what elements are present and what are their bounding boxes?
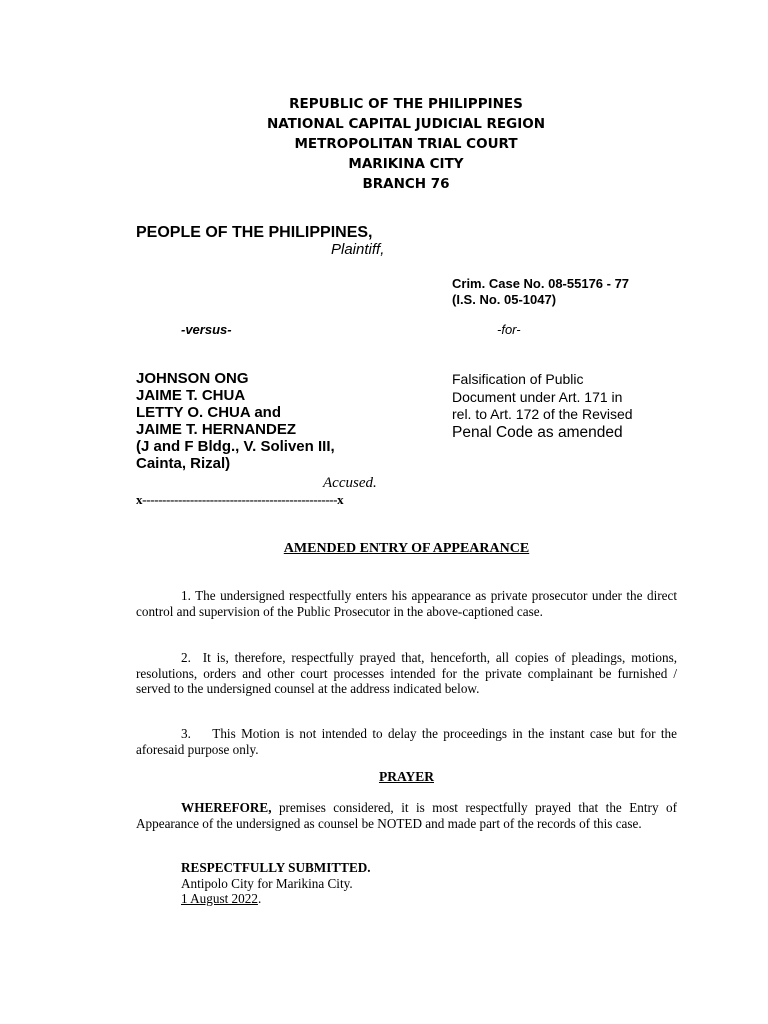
signoff-date-suffix: . [257,891,262,906]
court-header-line: MARIKINA CITY [348,156,464,172]
court-header-line: BRANCH 76 [362,176,450,192]
plaintiff-role: Plaintiff, [331,241,385,258]
accused-line: JAIME T. CHUA [136,387,246,404]
offense-description [452,371,633,441]
accused-line: JOHNSON ONG [136,370,249,387]
accused-line: JAIME T. HERNANDEZ [136,421,297,438]
signoff-place: Antipolo City for Marikina City. [181,875,353,891]
prayer-text: premises considered, it is most respectfully prayed that the Entry of Appearance of the undersigned as counsel be NOTED and made part of the records of this case. [136,800,677,831]
court-header-line: NATIONAL CAPITAL JUDICIAL REGION [266,116,546,132]
offense-line: Falsification of Public [452,371,584,387]
for-label: -for- [497,322,521,337]
is-number: (I.S. No. 05-1047) [452,292,557,307]
signoff-block [181,860,371,907]
court-header [0,94,768,194]
paragraph-2: 2. It is, therefore, respectfully prayed that, henceforth, all copies of pleadings, motions, resolutions, orders and other court processes intended for the private complainant be furnished / served to the undersigned counsel at the address indicated below. [136,650,677,696]
versus-label: -versus- [181,322,232,337]
signoff-date-line [181,891,371,907]
accused-line: Cainta, Rizal) [136,455,231,472]
paragraph-1: 1. The undersigned respectfully enters his appearance as private prosecutor under the direct control and supervision of the Public Prosecutor in the above-captioned case. [136,588,677,619]
wherefore-lead: WHEREFORE, [181,800,272,815]
signoff-date: 1 August 2022 [181,891,258,906]
accused-line: (J and F Bldg., V. Soliven III, [136,438,335,455]
accused-line: LETTY O. CHUA and [136,404,282,421]
document-title: AMENDED ENTRY OF APPEARANCE [283,541,530,556]
paragraph-3: 3. This Motion is not intended to delay the proceedings in the instant case but for the aforesaid purpose only. [136,726,677,757]
accused-label: Accused. [323,475,377,491]
crim-case-number: Crim. Case No. 08-55176 - 77 [452,276,630,291]
respectfully-submitted: RESPECTFULLY SUBMITTED. [181,860,371,875]
offense-line: rel. to Art. 172 of the Revised [452,406,633,422]
case-number-block [452,276,629,308]
plaintiff-name: PEOPLE OF THE PHILIPPINES, [136,224,373,241]
prayer-paragraph [136,800,677,831]
offense-line: Penal Code as amended [452,423,623,441]
caption-divider: x-------------------------------------------------x [136,492,344,507]
accused-list [136,370,335,472]
court-header-line: METROPOLITAN TRIAL COURT [294,136,518,152]
court-header-line: REPUBLIC OF THE PHILIPPINES [289,96,523,112]
offense-line: Document under Art. 171 in [452,388,623,405]
prayer-heading: PRAYER [378,769,434,784]
